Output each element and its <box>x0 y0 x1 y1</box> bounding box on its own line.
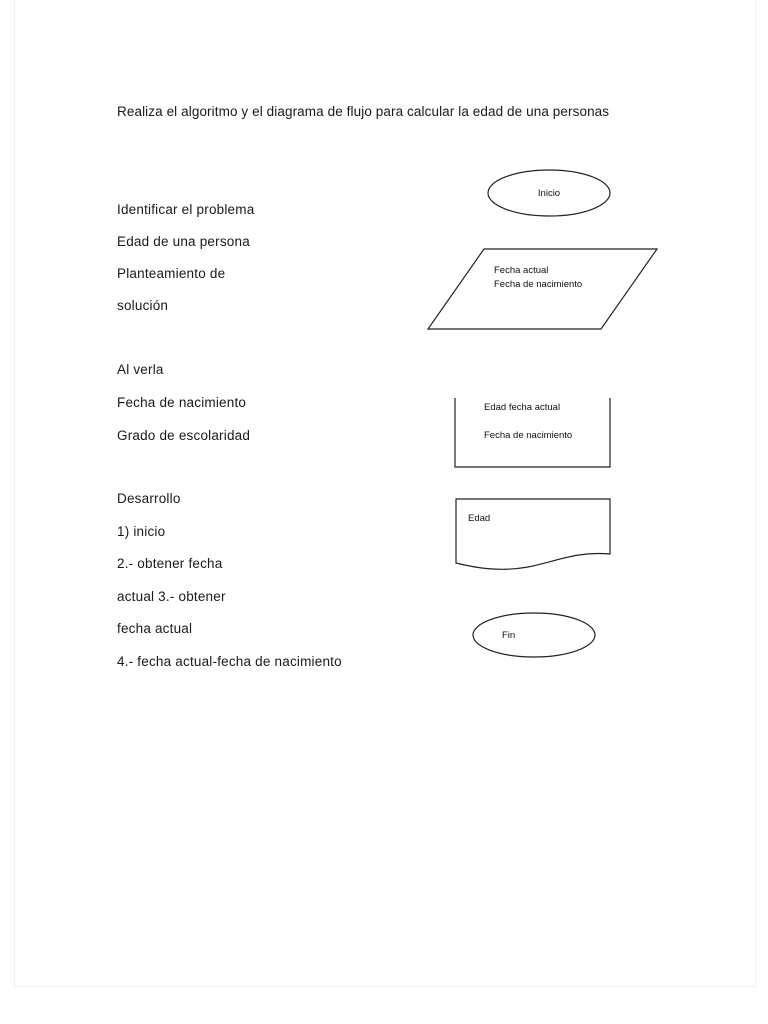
text-planteamiento: Planteamiento de <box>117 266 226 281</box>
text-fecha-nacimiento: Fecha de nacimiento <box>117 395 247 410</box>
process-line2: Fecha de nacimiento <box>484 430 573 441</box>
text-step-actual-obtener: actual 3.- obtener <box>117 589 226 604</box>
output-label: Edad <box>468 513 491 524</box>
input-line2: Fecha de nacimiento <box>494 279 583 290</box>
text-al-verla: Al verla <box>117 362 164 377</box>
text-step-obtener-fecha: 2.- obtener fecha <box>117 556 223 571</box>
input-line1: Fecha actual <box>494 265 549 276</box>
text-grado-escolaridad: Grado de escolaridad <box>117 428 251 443</box>
process-line1: Edad fecha actual <box>484 402 561 413</box>
text-step-resta: 4.- fecha actual-fecha de nacimiento <box>117 654 342 669</box>
text-edad-persona: Edad de una persona <box>117 234 250 249</box>
end-label: Fin <box>502 630 516 641</box>
start-label: Inicio <box>537 188 561 199</box>
document-title: Realiza el algoritmo y el diagrama de flujo para calcular la edad de una personas <box>117 104 610 119</box>
text-step-inicio: 1) inicio <box>117 524 166 539</box>
text-desarrollo: Desarrollo <box>117 491 181 506</box>
text-identificar-problema: Identificar el problema <box>117 202 255 217</box>
text-solucion: solución <box>117 298 169 313</box>
text-step-fecha-actual: fecha actual <box>117 621 193 636</box>
